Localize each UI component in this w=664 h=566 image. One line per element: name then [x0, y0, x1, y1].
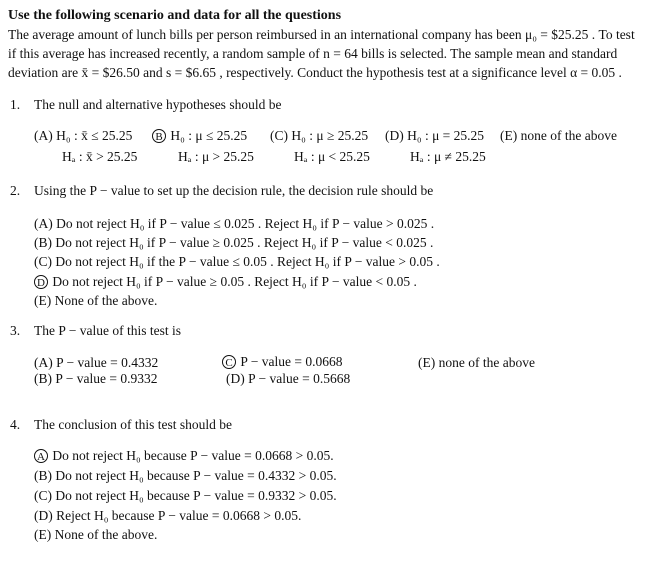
q3-stem: The P − value of this test is: [34, 323, 181, 338]
q1-option-b: [152, 127, 247, 145]
q3-option-b: (B) P − value = 0.9332: [34, 371, 158, 386]
q1-option-a-alt: Hₐ : x̄ > 25.25: [62, 149, 138, 164]
scenario-line-3: deviation are x̄ = $26.50 and s = $6.65 , respectively. Conduct the hypothesis test at a significance level α = 0.05 .: [8, 65, 622, 80]
q1-option-b-alt: Hₐ : μ > 25.25: [178, 149, 254, 164]
scenario-line-1: The average amount of lunch bills per person reimbursed in an international company has been μ₀ = $25.25 . To test: [8, 27, 635, 42]
q4-option-e: (E) None of the above.: [34, 527, 158, 542]
q4-option-c: (C) Do not reject H₀ because P − value = 0.9332 > 0.05.: [34, 488, 337, 503]
q1-stem: The null and alternative hypotheses should be: [34, 97, 282, 112]
q4-stem: The conclusion of this test should be: [34, 417, 232, 432]
q2-option-d-text: Do not reject H₀ if P − value ≥ 0.05 . Reject H₀ if P − value < 0.05 .: [52, 274, 417, 289]
q3-option-d: (D) P − value = 0.5668: [226, 371, 351, 386]
worksheet-title: Use the following scenario and data for all the questions: [8, 8, 342, 23]
q3-option-c: [222, 353, 342, 371]
q2-option-a: (A) Do not reject H₀ if P − value ≤ 0.025 . Reject H₀ if P − value > 0.025 .: [34, 216, 435, 231]
q2-stem: Using the P − value to set up the decision rule, the decision rule should be: [34, 183, 434, 198]
q2-option-c: (C) Do not reject H₀ if the P − value ≤ 0.05 . Reject H₀ if P − value > 0.05 .: [34, 254, 440, 269]
q1-option-c-alt: Hₐ : μ < 25.25: [294, 149, 370, 164]
q1-option-a-null: (A) H₀ : x̄ ≤ 25.25: [34, 128, 133, 143]
q4-number: 4.: [10, 417, 21, 432]
q3-option-c-text: P − value = 0.0668: [240, 354, 343, 369]
q4-option-b: (B) Do not reject H₀ because P − value = 0.4332 > 0.05.: [34, 468, 337, 483]
q3-number: 3.: [10, 323, 21, 338]
q4-option-a: [34, 447, 334, 465]
q4-option-a-text: Do not reject H₀ because P − value = 0.0668 > 0.05.: [52, 448, 334, 463]
q2-option-b: (B) Do not reject H₀ if P − value ≥ 0.025 . Reject H₀ if P − value < 0.025 .: [34, 235, 434, 250]
q4-option-d: (D) Reject H₀ because P − value = 0.0668 > 0.05.: [34, 508, 302, 523]
q1-option-d-null: (D) H₀ : μ = 25.25: [385, 128, 485, 143]
q1-option-b-null: H₀ : μ ≤ 25.25: [170, 128, 248, 143]
q1-number: 1.: [10, 97, 21, 112]
q3-option-e: (E) none of the above: [418, 355, 535, 370]
q2-option-e: (E) None of the above.: [34, 293, 158, 308]
q2-selected-circle-d: D: [34, 275, 48, 289]
q3-selected-circle-c: C: [222, 355, 236, 369]
scenario-line-2: if this average has increased recently, a random sample of n = 64 bills is selected. The sample mean and standard: [8, 46, 618, 61]
q2-option-d: [34, 273, 417, 291]
q1-option-d-alt: Hₐ : μ ≠ 25.25: [410, 149, 486, 164]
q1-option-c-null: (C) H₀ : μ ≥ 25.25: [270, 128, 369, 143]
q1-selected-circle-b: B: [152, 129, 166, 143]
q3-option-a: (A) P − value = 0.4332: [34, 355, 159, 370]
q1-option-e: (E) none of the above: [500, 128, 617, 143]
q4-selected-circle-a: A: [34, 449, 48, 463]
q2-number: 2.: [10, 183, 21, 198]
